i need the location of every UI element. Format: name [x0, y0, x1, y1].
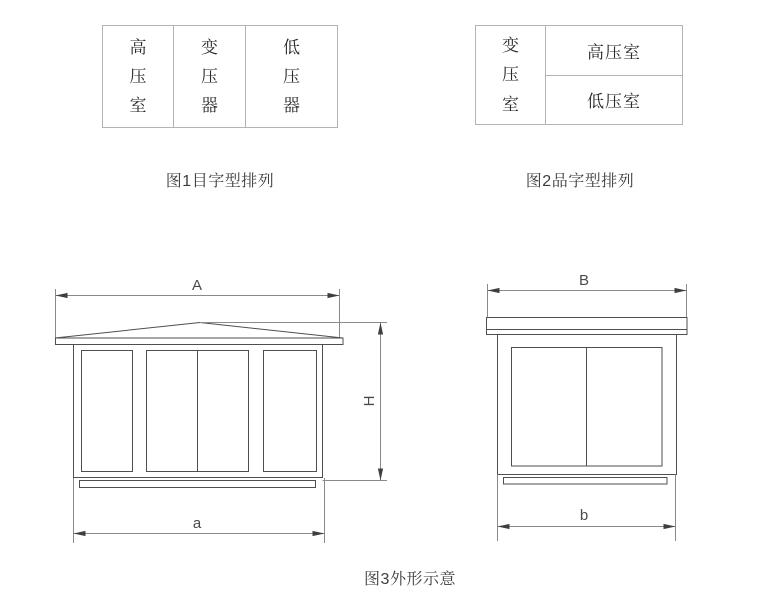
cell-label: 低压器: [283, 37, 300, 116]
figure2-cell-low-voltage-room: 低压室: [587, 92, 641, 112]
figure1-caption: 图1目字型排列: [165, 173, 275, 190]
flat-roof: [487, 318, 688, 335]
figure2-caption: 图2品字型排列: [525, 173, 635, 190]
dim-label-a: a: [192, 515, 202, 532]
dimension-H: [200, 323, 387, 481]
dim-label-B: B: [578, 272, 590, 289]
pitched-building: [55, 277, 387, 543]
dim-label-b: b: [579, 507, 589, 524]
door-panel-1: [82, 351, 133, 472]
plinth: [80, 481, 316, 488]
flat-body: [498, 335, 677, 485]
plinth: [504, 478, 668, 485]
figure3-caption: 图3外形示意: [364, 571, 456, 588]
dim-label-A: A: [191, 277, 203, 294]
cell-label: 高压室: [129, 37, 147, 116]
cell-label: 变压室: [502, 36, 519, 114]
dimension-A: [56, 277, 340, 338]
cell-label: 变压器: [201, 37, 218, 116]
pitched-body: [74, 345, 323, 488]
dimension-B: [488, 272, 687, 317]
flat-building: [487, 272, 688, 541]
pitched-roof: [55, 323, 343, 345]
door-panel-4: [264, 351, 317, 472]
figure2-cell-high-voltage-room: 高压室: [546, 26, 682, 76]
dim-label-H: H: [361, 395, 378, 407]
